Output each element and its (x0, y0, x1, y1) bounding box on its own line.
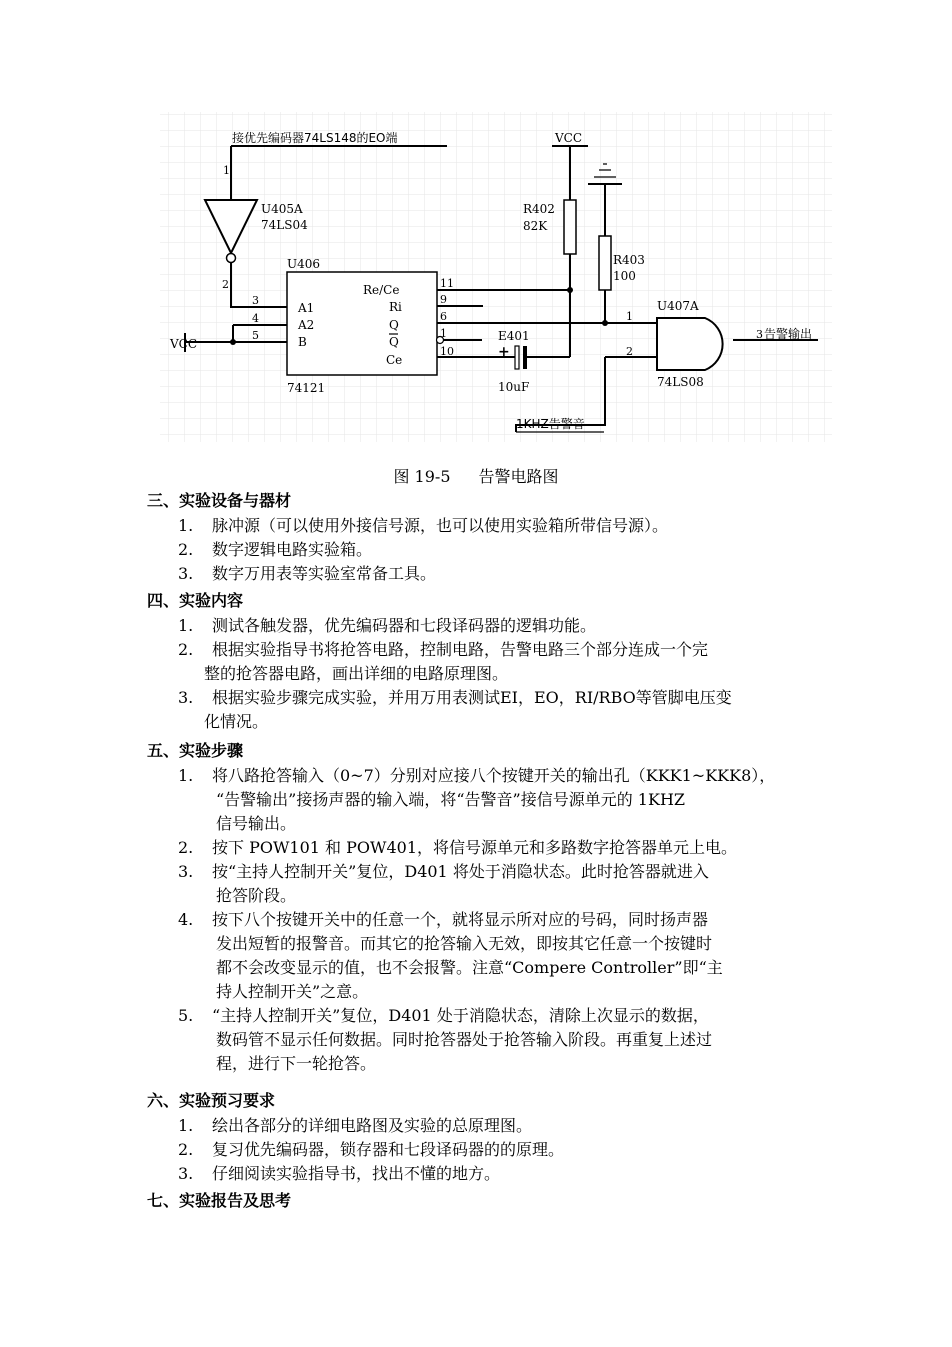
list-item-text: 持人控制开关”之意。 (216, 982, 369, 1001)
u407-part: 74LS08 (657, 375, 704, 389)
list-item-text: 数字万用表等实验室常备工具。 (212, 564, 437, 583)
list-item-number: 1. (178, 616, 194, 635)
list-item-text: 信号输出。 (216, 814, 297, 833)
tone-input-label: 1KHZ告警音 (516, 417, 585, 431)
u407-pin1: 1 (626, 310, 633, 323)
u406-part: 74121 (287, 381, 326, 395)
list-item-number: 3. (178, 564, 194, 583)
section-heading: 三、实验设备与器材 (147, 491, 292, 510)
list-item-number: 1. (178, 1116, 194, 1135)
u406-pin-5-num: 5 (252, 329, 259, 342)
and-gate-symbol (657, 318, 723, 370)
u406-pin-qbar: Q (389, 335, 399, 349)
u406-pin-ce: Ce (386, 353, 403, 367)
u406-pin-10-num: 10 (440, 345, 454, 358)
vcc-left-label: VCC (170, 337, 198, 351)
e401-plus: + (498, 344, 510, 360)
list-item-text: “告警输出”接扬声器的输入端，将“告警音”接信号源单元的 1KHZ (216, 790, 686, 809)
figure-caption (0, 464, 952, 487)
list-item-number: 2. (178, 640, 194, 659)
list-item-text: 将八路抢答输入（0~7）分别对应接八个按键开关的输出孔（KKK1~KKK8）， (212, 766, 776, 785)
e401-capacitor-neg (523, 346, 527, 369)
list-item-text: 数码管不显示任何数据。同时抢答器处于抢答输入阶段。再重复上述过 (216, 1030, 713, 1049)
u407-pin2: 2 (626, 345, 633, 358)
e401-name: E401 (498, 329, 530, 343)
u407-pin3: 3 (756, 328, 763, 341)
inverter-bubble (227, 254, 236, 263)
r403-resistor (599, 236, 611, 290)
vcc-top-label: VCC (555, 131, 583, 145)
list-item-text: 仔细阅读实验指导书，找出不懂的地方。 (212, 1164, 501, 1183)
list-item-number: 4. (178, 910, 194, 929)
list-item-text: 脉冲源（可以使用外接信号源，也可以使用实验箱所带信号源）。 (212, 516, 669, 535)
list-item-text: 绘出各部分的详细电路图及实验的总原理图。 (212, 1116, 533, 1135)
r402-name: R402 (523, 202, 555, 216)
r402-value: 82K (523, 219, 548, 233)
list-item-text: 根据实验指导书将抢答电路，控制电路，告警电路三个部分连成一个完 (212, 640, 709, 659)
r403-name: R403 (613, 253, 645, 267)
list-item-text: 都不会改变显示的值，也不会报警。注意“Compere Controller”即“主 (216, 958, 723, 977)
list-item-text: 发出短暂的报警音。而其它的抢答输入无效，即按其它任意一个按键时 (216, 934, 713, 953)
u406-pin-q: Q (389, 318, 399, 332)
section-heading: 七、实验报告及思考 (147, 1191, 292, 1210)
list-item-text: 根据实验步骤完成实验，并用万用表测试EI，EO，RI/RBO等管脚电压变 (212, 688, 732, 707)
u405-pin-in: 1 (223, 164, 230, 177)
u406-pin-a2: A2 (298, 318, 315, 332)
list-item-text: 按“主持人控制开关”复位，D401 将处于消隐状态。此时抢答器就进入 (212, 862, 709, 881)
figure-number: 图 19-5 (393, 467, 451, 486)
section-heading: 六、实验预习要求 (147, 1091, 276, 1110)
junction-r402 (567, 287, 573, 293)
list-item-text: 程，进行下一轮抢答。 (216, 1054, 377, 1073)
u406-pin-a1: A1 (298, 301, 315, 315)
junction-vcc (230, 339, 236, 345)
list-item-text: 复习优先编码器，锁存器和七段译码器的的原理。 (212, 1140, 565, 1159)
grid-background (160, 112, 832, 442)
list-item-text: 数字逻辑电路实验箱。 (212, 540, 373, 559)
list-item-text: 测试各触发器，优先编码器和七段译码器的逻辑功能。 (212, 616, 597, 635)
top-input-label: 接优先编码器74LS148的EO端 (232, 131, 398, 145)
list-item-text: 化情况。 (204, 712, 269, 731)
u405-name: U405A (261, 202, 303, 216)
list-item-number: 3. (178, 862, 194, 881)
list-item-number: 1. (178, 516, 194, 535)
list-item-text: “主持人控制开关”复位，D401 处于消隐状态，清除上次显示的数据， (212, 1006, 709, 1025)
r403-value: 100 (613, 269, 636, 283)
u406-name: U406 (287, 257, 321, 271)
u406-pin-b: B (298, 335, 307, 349)
alarm-circuit-diagram (160, 112, 832, 442)
list-item-number: 2. (178, 838, 194, 857)
u405-pin-out: 2 (222, 278, 229, 291)
list-item-text: 按下八个按键开关中的任意一个，就将显示所对应的号码，同时扬声器 (212, 910, 709, 929)
u406-pin-1-num: 1 (440, 327, 447, 340)
u405-part: 74LS04 (261, 218, 308, 232)
alarm-output-label: 告警输出 (764, 327, 813, 341)
u406-pin-4-num: 4 (252, 312, 259, 325)
list-item-number: 1. (178, 766, 194, 785)
section-heading: 四、实验内容 (147, 591, 244, 610)
list-item-text: 抢答阶段。 (216, 886, 297, 905)
u406-pin-11-num: 11 (440, 277, 454, 290)
u407-name: U407A (657, 299, 699, 313)
e401-capacitor (515, 346, 519, 369)
list-item-text: 整的抢答器电路，画出详细的电路原理图。 (204, 664, 509, 683)
list-item-number: 2. (178, 540, 194, 559)
e401-value: 10uF (498, 380, 530, 394)
u406-pin-rece: Re/Ce (363, 283, 400, 297)
list-item-text: 按下 POW101 和 POW401，将信号源单元和多路数字抢答器单元上电。 (212, 838, 737, 857)
section-heading: 五、实验步骤 (147, 741, 244, 760)
figure-title: 告警电路图 (478, 467, 559, 486)
u406-pin-3-num: 3 (252, 294, 259, 307)
r402-resistor (564, 200, 576, 254)
u406-pin-9-num: 9 (440, 293, 447, 306)
u406-pin-6-num: 6 (440, 310, 447, 323)
list-item-number: 5. (178, 1006, 194, 1025)
u406-pin-ri: Ri (389, 300, 402, 314)
list-item-number: 2. (178, 1140, 194, 1159)
list-item-number: 3. (178, 1164, 194, 1183)
list-item-number: 3. (178, 688, 194, 707)
